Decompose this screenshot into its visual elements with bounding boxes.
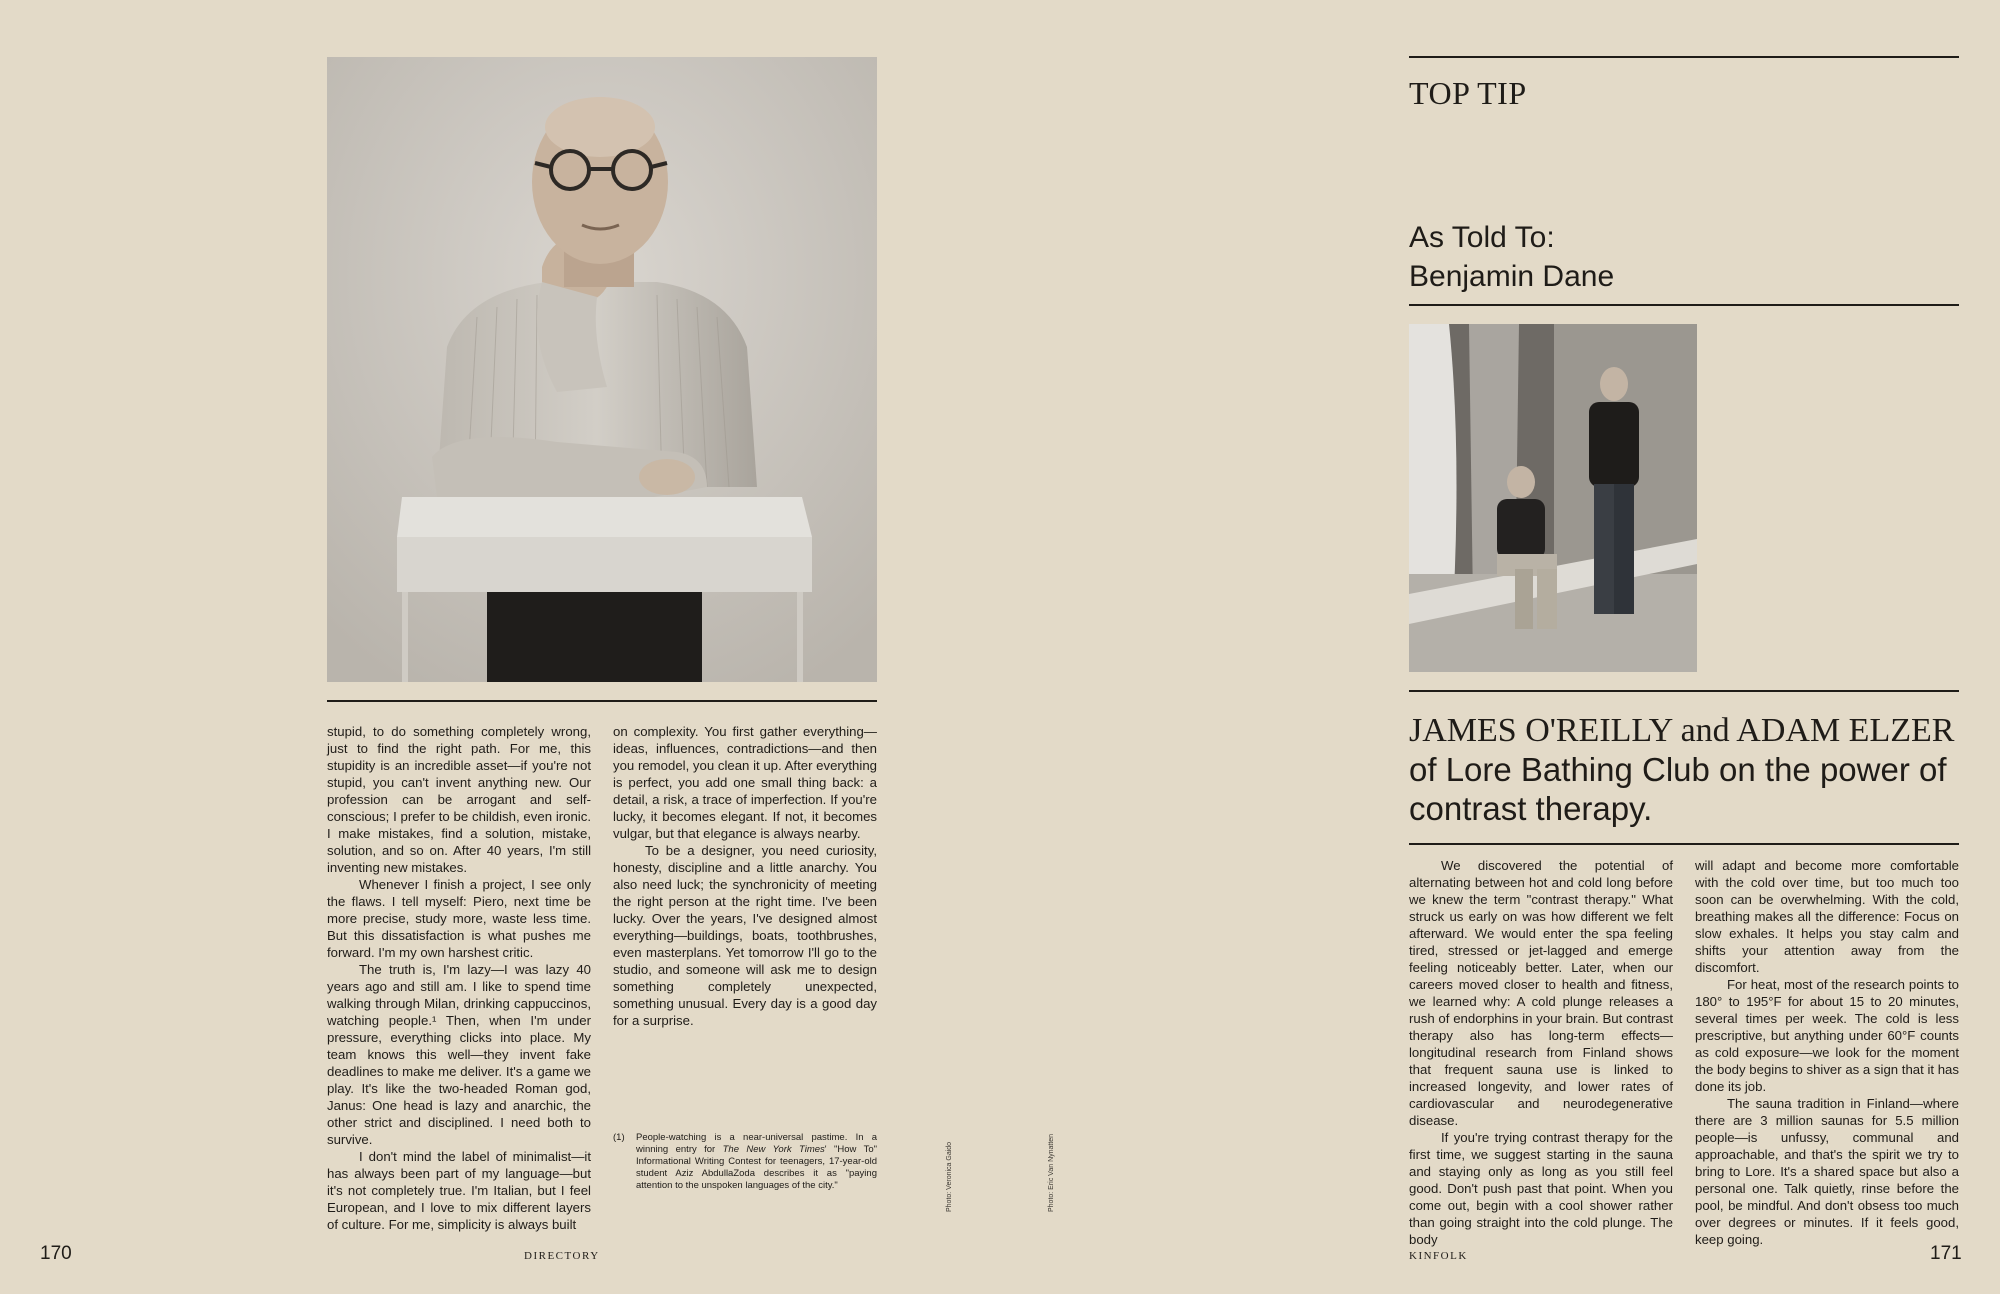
left-column-1	[327, 723, 591, 1233]
footnote-marker: (1)	[613, 1132, 625, 1143]
byline-rule	[1409, 304, 1959, 306]
paragraph: on complexity. You first gather everything—ideas, influences, contradictions—and then you remodel, you clean it up. After everything is perfect, you add one small thing back: a detail, a risk, a trace of imperfection. If you're lucky, it becomes elegant. If not, it becomes vulgar, but that elegance is always nearby.	[613, 724, 877, 841]
sauna-illustration	[1409, 324, 1697, 672]
running-title-left: DIRECTORY	[524, 1250, 600, 1262]
section-title: TOP TIP	[1409, 75, 1527, 111]
paragraph: If you're trying contrast therapy for the first time, we suggest starting in the sauna and staying only as long as you still feel good. Don't push past that point. When you come out, begin with a cool shower rather than going straight into the cold plunge. The body	[1409, 1130, 1673, 1247]
page-number-left: 170	[40, 1243, 72, 1264]
paragraph: We discovered the potential of alternating between hot and cold long before we knew the term "contrast therapy." What struck us early on was how different we felt afterward. We would enter the spa feeling tired, stressed or jet-lagged and emerge feeling noticeably better. Later, when our careers moved closer to health and fitness, we learned why: A cold plunge releases a rush of endorphins in your brain. But contrast therapy also has long-term effects—longitudinal research from Finland shows that frequent sauna use is linked to increased longevity, and lower rates of cardiovascular and neurodegenerative disease.	[1409, 858, 1673, 1128]
byline-label: As Told To:	[1409, 221, 1555, 254]
paragraph: The truth is, I'm lazy—I was lazy 40 years ago and still am. I like to spend time walking through Milan, drinking cappuccinos, watching people.¹ Then, when I'm under pressure, everything clicks into place. My team knows this well—they invent fake deadlines to make me deliver. It's a game we play. It's like the two-headed Roman god, Janus: One head is lazy and anarchic, the other strict and disciplined. I need both to survive.	[327, 962, 591, 1147]
headline-bottom-rule	[1409, 843, 1959, 845]
headline-rest: of Lore Bathing Club on the power of contrast therapy.	[1409, 751, 1947, 827]
left-column-2	[613, 723, 877, 1029]
paragraph: Whenever I finish a project, I see only the flaws. I tell myself: Piero, next time be more precise, study more, waste less time. But this dissatisfaction is what pushes me forward. I'm my own harshest critic.	[327, 877, 591, 960]
headline-names: JAMES O'REILLY and ADAM ELZER	[1409, 712, 1955, 749]
left-divider	[327, 700, 877, 702]
paragraph: To be a designer, you need curiosity, honesty, discipline and a little anarchy. You also need luck; the synchronicity of meeting the right person at the right time. I've been lucky. Over the years, I've designed almost everything—buildings, boats, toothbrushes, even masterplans. Yet tomorrow I'll go to the studio, and someone will ask me to design something completely unexpected, something unusual. Every day is a good day for a surprise.	[613, 843, 877, 1028]
portrait-illustration	[327, 57, 877, 682]
footnote-text: People-watching is a near-universal pastime. In a winning entry for	[636, 1132, 877, 1155]
footnote-text-end: ' "How To" Informational Writing Contest for teenagers, 17-year-old student Aziz AbdullaZoda describes it as "paying attention to the unspoken languages of the city."	[636, 1144, 877, 1191]
byline-name: Benjamin Dane	[1409, 260, 1615, 293]
footnote-italic: The New York Times	[722, 1144, 825, 1155]
paragraph: The sauna tradition in Finland—where there are 3 million saunas for 5.5 million people—is unfussy, communal and approachable, and that's the spirit we try to bring to Lore. It's a shared space but also a personal one. Talk quietly, rinse before the pool, be mindful. And don't obsess too much over degrees or minutes. If it feels good, keep going.	[1695, 1096, 1959, 1247]
page-number-right: 171	[1930, 1243, 1962, 1264]
right-column-1	[1409, 857, 1673, 1248]
sauna-photo	[1409, 324, 1697, 672]
paragraph: I don't mind the label of minimalist—it has always been part of my language—but it's not completely true. I'm Italian, but I feel European, and I love to mix different layers of culture. For me, simplicity is always built	[327, 1149, 591, 1232]
photo-credit-1: Photo: Veronica Gaido	[946, 1141, 953, 1212]
paragraph: stupid, to do something completely wrong, just to find the right path. For me, this stupidity is an incredible asset—if you're not stupid, you can't invent anything new. Our profession can be arrogant and self-conscious; I prefer to be childish, even ironic. I make mistakes, find a solution, mistake, solution, and so on. After 40 years, I'm still inventing new mistakes.	[327, 724, 591, 875]
paragraph: For heat, most of the research points to 180° to 195°F for about 15 to 20 minutes, several times per week. The cold is less prescriptive, but anything under 60°F counts as cold exposure—we look for the moment the body begins to shiver as a sign that it has done its job.	[1695, 977, 1959, 1094]
right-column-2	[1695, 857, 1959, 1248]
byline	[1409, 218, 1614, 296]
portrait-photo	[327, 57, 877, 682]
headline-top-rule	[1409, 690, 1959, 692]
headline	[1409, 710, 1969, 828]
running-title-right: KINFOLK	[1409, 1250, 1468, 1262]
photo-credit-2: Photo: Eric Van Nynatten	[1048, 1133, 1055, 1212]
paragraph: will adapt and become more comfortable with the cold over time, but too much too soon can be overwhelming. With the cold, breathing makes all the difference: Focus on slow exhales. It helps you stay calm and shifts your attention away from the discomfort.	[1695, 858, 1959, 975]
top-rule	[1409, 56, 1959, 58]
footnote	[613, 1132, 877, 1192]
